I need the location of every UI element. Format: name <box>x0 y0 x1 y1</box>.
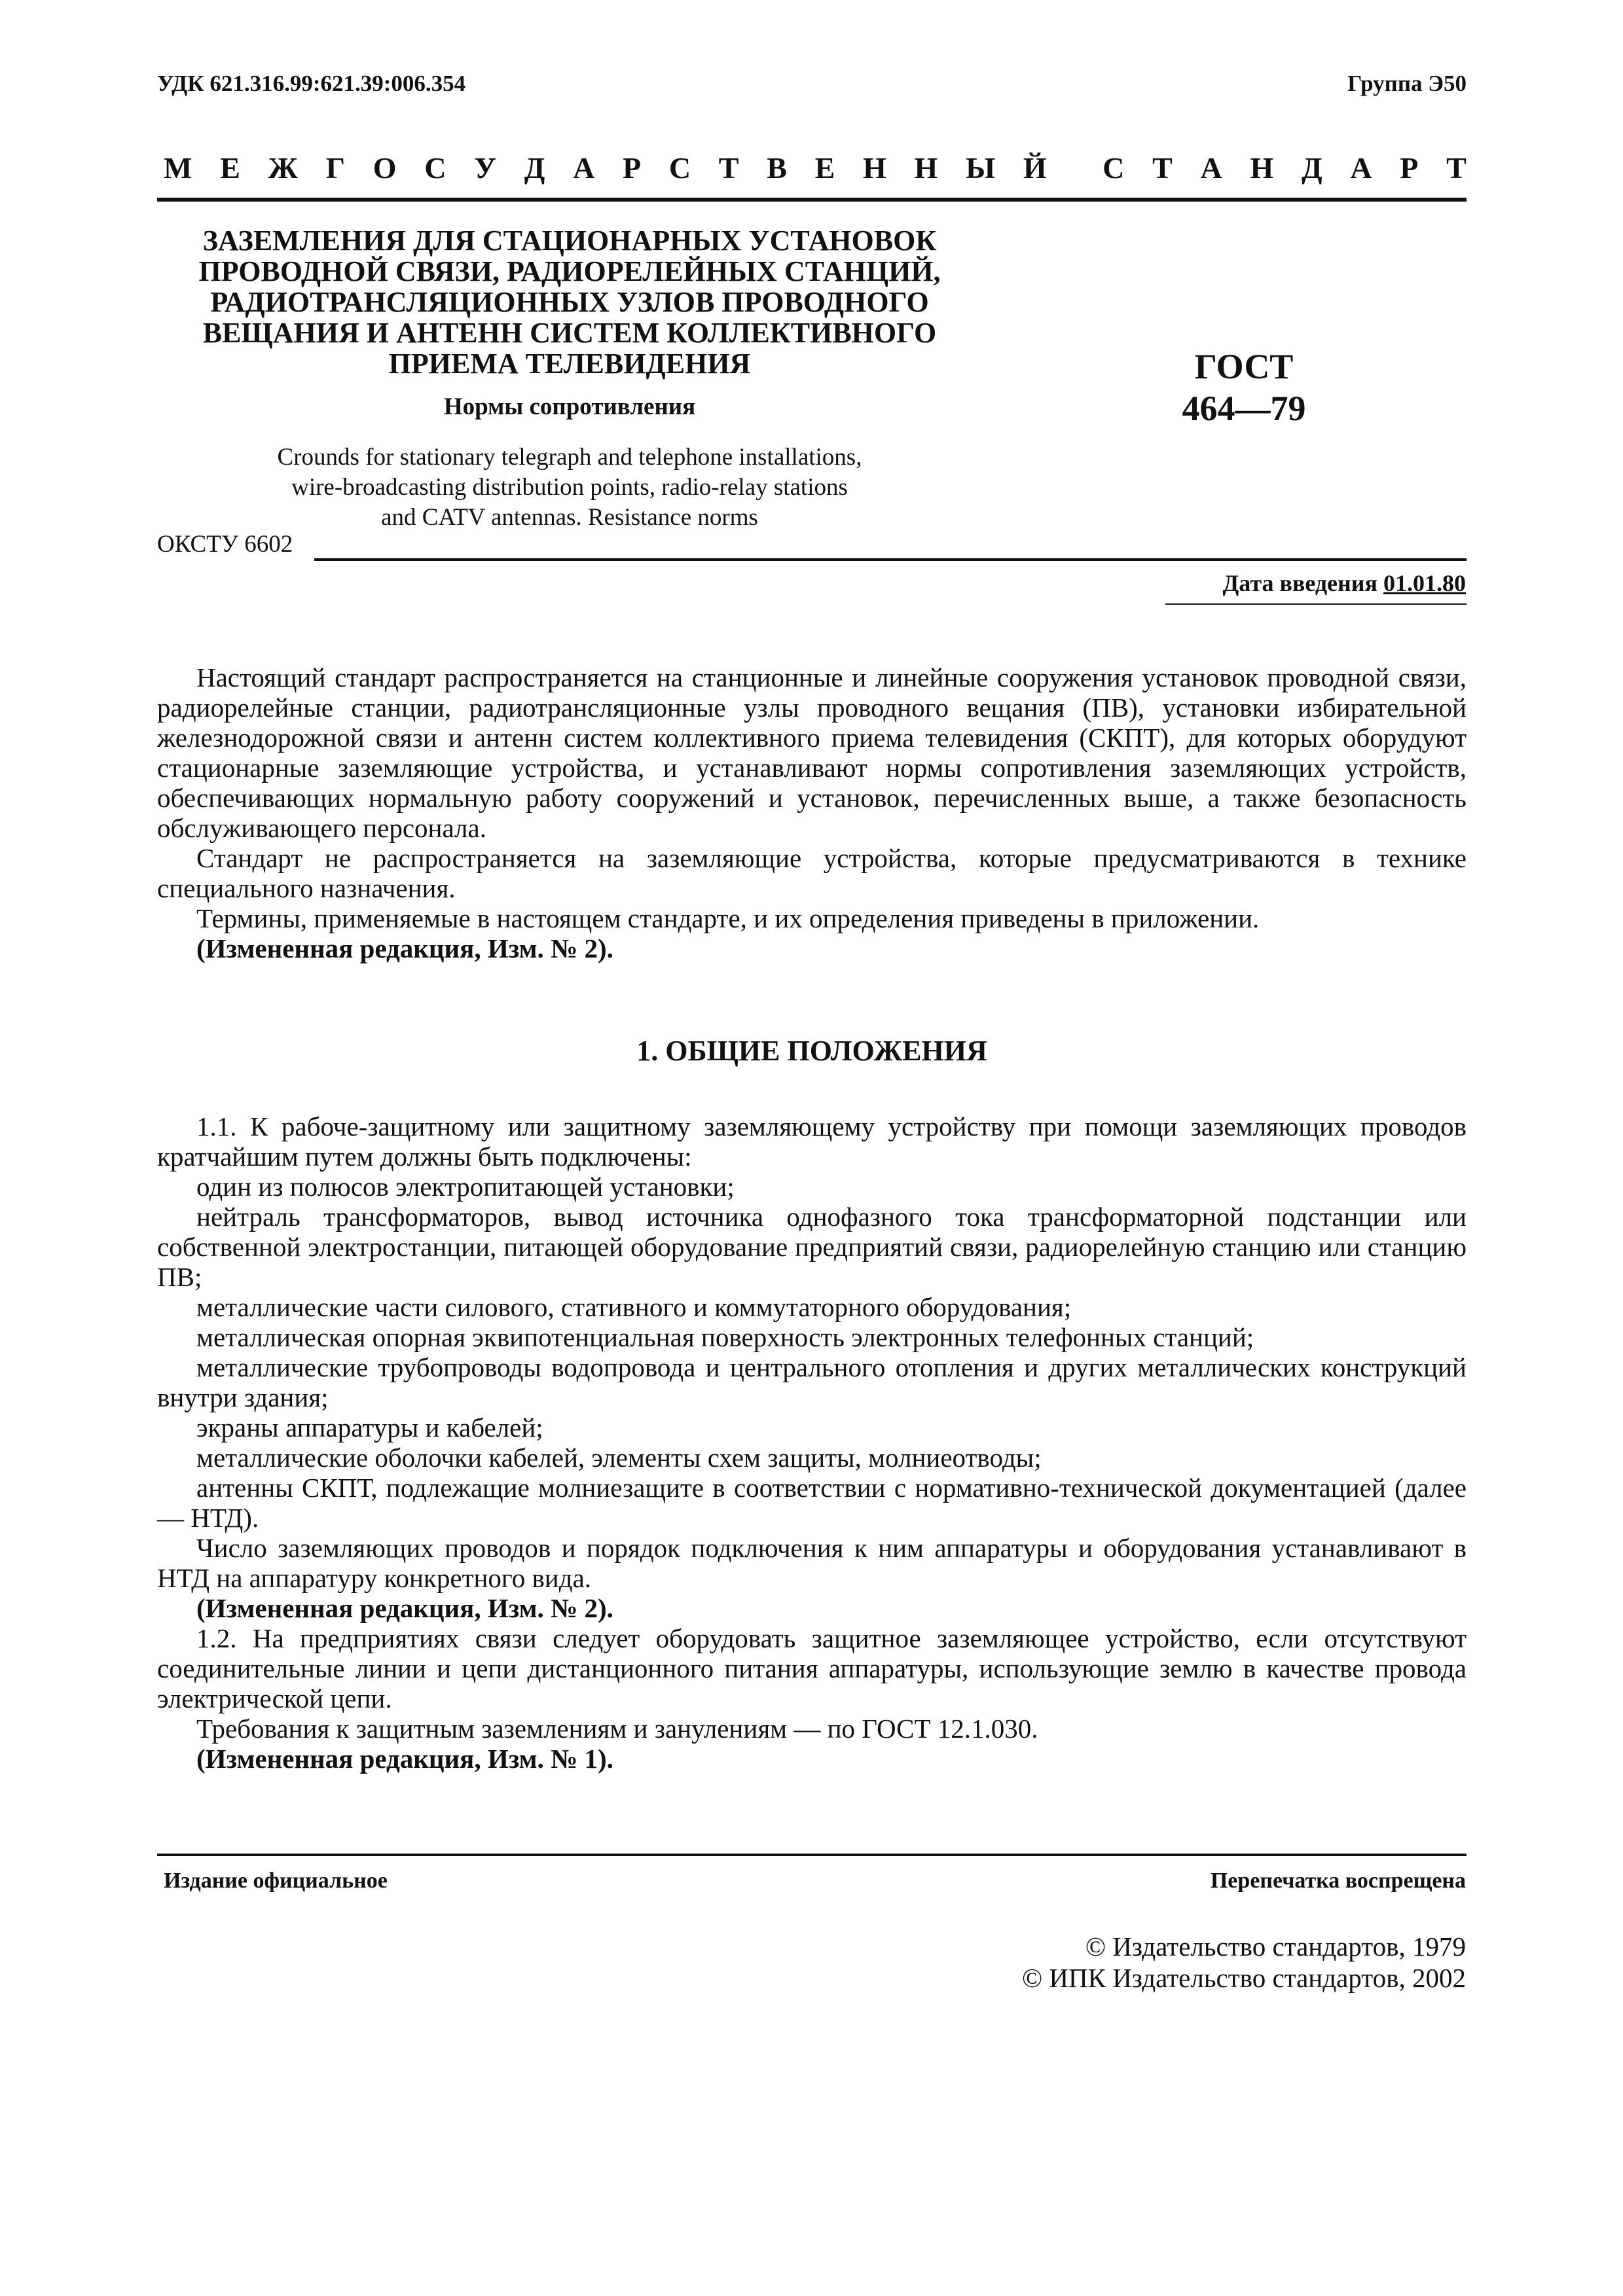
category-letter: С <box>1103 151 1125 185</box>
category-letter: А <box>1350 151 1372 185</box>
amendment-note: (Измененная редакция, Изм. № 1). <box>196 1744 613 1774</box>
header-rule <box>157 198 1467 202</box>
section-title: 1. ОБЩИЕ ПОЛОЖЕНИЯ <box>636 1035 987 1067</box>
paragraph: Термины, применяемые в настоящем стандарте, и их определения приведены в приложении. <box>196 903 1260 933</box>
title-line: ПРИЕМА ТЕЛЕВИДЕНИЯ <box>388 348 751 380</box>
list-item: экраны аппаратуры и кабелей; <box>196 1412 543 1443</box>
list-item: металлические части силового, стативного и коммутаторного оборудования; <box>196 1292 1072 1322</box>
english-title-line: Crounds for stationary telegraph and telephone installations, <box>277 444 862 471</box>
paragraph: Стандарт не распространяется на заземляющие устройства, которые предусматриваются в технике специального назначения. <box>157 843 1467 903</box>
document-subtitle: Нормы сопротивления <box>443 393 696 420</box>
category-letter: Д <box>524 151 545 185</box>
title-rule <box>314 558 1467 561</box>
category-heading <box>164 151 1467 185</box>
paragraph: Число заземляющих проводов и порядок подключения к ним аппаратуры и оборудования устанавливают в НТД на аппаратуру конкретного вида. <box>157 1533 1467 1593</box>
date-rule <box>1165 603 1467 605</box>
title-line: ВЕЩАНИЯ И АНТЕНН СИСТЕМ КОЛЛЕКТИВНОГО <box>202 317 937 349</box>
section-body <box>157 1111 1467 1774</box>
paragraph: Настоящий стандарт распространяется на станционные и линейные сооружения установок проводной связи, радиорелейные станции, радиотрансляционные узлы проводного вещания (ПВ), установки избирательной железнодорожной связи и антенн систем коллективного приема телевидения (СКПТ), для которых оборудуют стационарные заземляющие устройства, и устанавливают нормы сопротивления заземляющих устройств, обеспечивающих нормальную работу сооружений и установок, перечисленных выше, а также безопасность обслуживающего персонала. <box>157 662 1467 843</box>
gost-number: 464—79 <box>1182 389 1306 428</box>
amendment-note: (Измененная редакция, Изм. № 2). <box>196 1593 613 1623</box>
reprint-note: Перепечатка воспрещена <box>1210 1869 1466 1893</box>
list-item: один из полюсов электропитающей установки; <box>196 1172 735 1202</box>
english-title <box>170 442 969 533</box>
list-item: нейтраль трансформаторов, вывод источника однофазного тока трансформаторной подстанции или собственной электростанции, питающей оборудование предприятий связи, радиорелейную станцию или станцию ПВ; <box>157 1202 1467 1292</box>
category-letter: А <box>573 151 595 185</box>
category-letter: Г <box>325 151 346 185</box>
english-title-line: and CATV antennas. Resistance norms <box>381 504 758 531</box>
title-line: ПРОВОДНОЙ СВЯЗИ, РАДИОРЕЛЕЙНЫХ СТАНЦИЙ, <box>198 255 941 287</box>
list-item: антенны СКПТ, подлежащие молниезащите в соответствии с нормативно-технической документацией (далее — НТД). <box>157 1473 1467 1533</box>
paragraph: 1.1. К рабоче-защитному или защитному заземляющему устройству при помощи заземляющих проводов кратчайшим путем должны быть подключены: <box>157 1111 1467 1172</box>
amendment-note: (Измененная редакция, Изм. № 2). <box>196 933 613 963</box>
intro-date-label: Дата введения <box>1222 570 1377 596</box>
category-letter: М <box>164 151 192 185</box>
category-letter: С <box>668 151 691 185</box>
category-letter: В <box>767 151 787 185</box>
category-letter: Й <box>1023 151 1047 185</box>
intro-text <box>157 662 1467 963</box>
oksty-code: ОКСТУ 6602 <box>157 531 293 558</box>
category-letter: Т <box>718 151 739 185</box>
category-letter: Т <box>1152 151 1173 185</box>
category-letter: Д <box>1301 151 1322 185</box>
copyright-1979: © Издательство стандартов, 1979 <box>1085 1931 1466 1962</box>
list-item: металлические оболочки кабелей, элементы схем защиты, молниеотводы; <box>196 1443 1042 1473</box>
title-line: ЗАЗЕМЛЕНИЯ ДЛЯ СТАЦИОНАРНЫХ УСТАНОВОК <box>202 224 937 257</box>
group-code: Группа Э50 <box>1347 71 1467 96</box>
intro-date-value: 01.01.80 <box>1383 570 1466 596</box>
paragraph: 1.2. На предприятиях связи следует оборудовать защитное заземляющее устройство, если отсутствуют соединительные линии и цепи дистанционного питания аппаратуры, использующие землю в качестве провода электрической цепи. <box>157 1623 1467 1713</box>
category-letter: С <box>424 151 447 185</box>
category-letter: Р <box>1400 151 1419 185</box>
category-letter: Ж <box>268 151 299 185</box>
category-letter: Е <box>220 151 240 185</box>
category-letter: Т <box>1446 151 1467 185</box>
category-letter: О <box>373 151 397 185</box>
category-letter: Е <box>814 151 835 185</box>
list-item: металлические трубопроводы водопровода и центрального отопления и других металлических конструкций внутри здания; <box>157 1352 1467 1412</box>
category-letter: Р <box>623 151 642 185</box>
document-title <box>170 225 969 379</box>
category-letter: А <box>1200 151 1222 185</box>
footer-rule <box>157 1854 1467 1856</box>
english-title-line: wire-broadcasting distribution points, radio-relay stations <box>291 474 848 501</box>
copyright-2002: © ИПК Издательство стандартов, 2002 <box>1021 1963 1466 1993</box>
udk-code: УДК 621.316.99:621.39:006.354 <box>157 71 466 96</box>
intro-date <box>1223 569 1467 597</box>
category-letter: Ы <box>966 151 996 185</box>
category-letter: Н <box>1250 151 1274 185</box>
paragraph: Требования к защитным заземлениям и занулениям — по ГОСТ 12.1.030. <box>196 1713 1038 1744</box>
list-item: металлическая опорная эквипотенциальная поверхность электронных телефонных станций; <box>196 1322 1254 1352</box>
gost-label: ГОСТ <box>1194 347 1294 386</box>
category-letter: У <box>474 151 496 185</box>
category-letter: Н <box>863 151 886 185</box>
title-line: РАДИОТРАНСЛЯЦИОННЫХ УЗЛОВ ПРОВОДНОГО <box>210 286 929 318</box>
category-letter: Н <box>914 151 938 185</box>
edition-note: Издание официальное <box>164 1869 388 1893</box>
